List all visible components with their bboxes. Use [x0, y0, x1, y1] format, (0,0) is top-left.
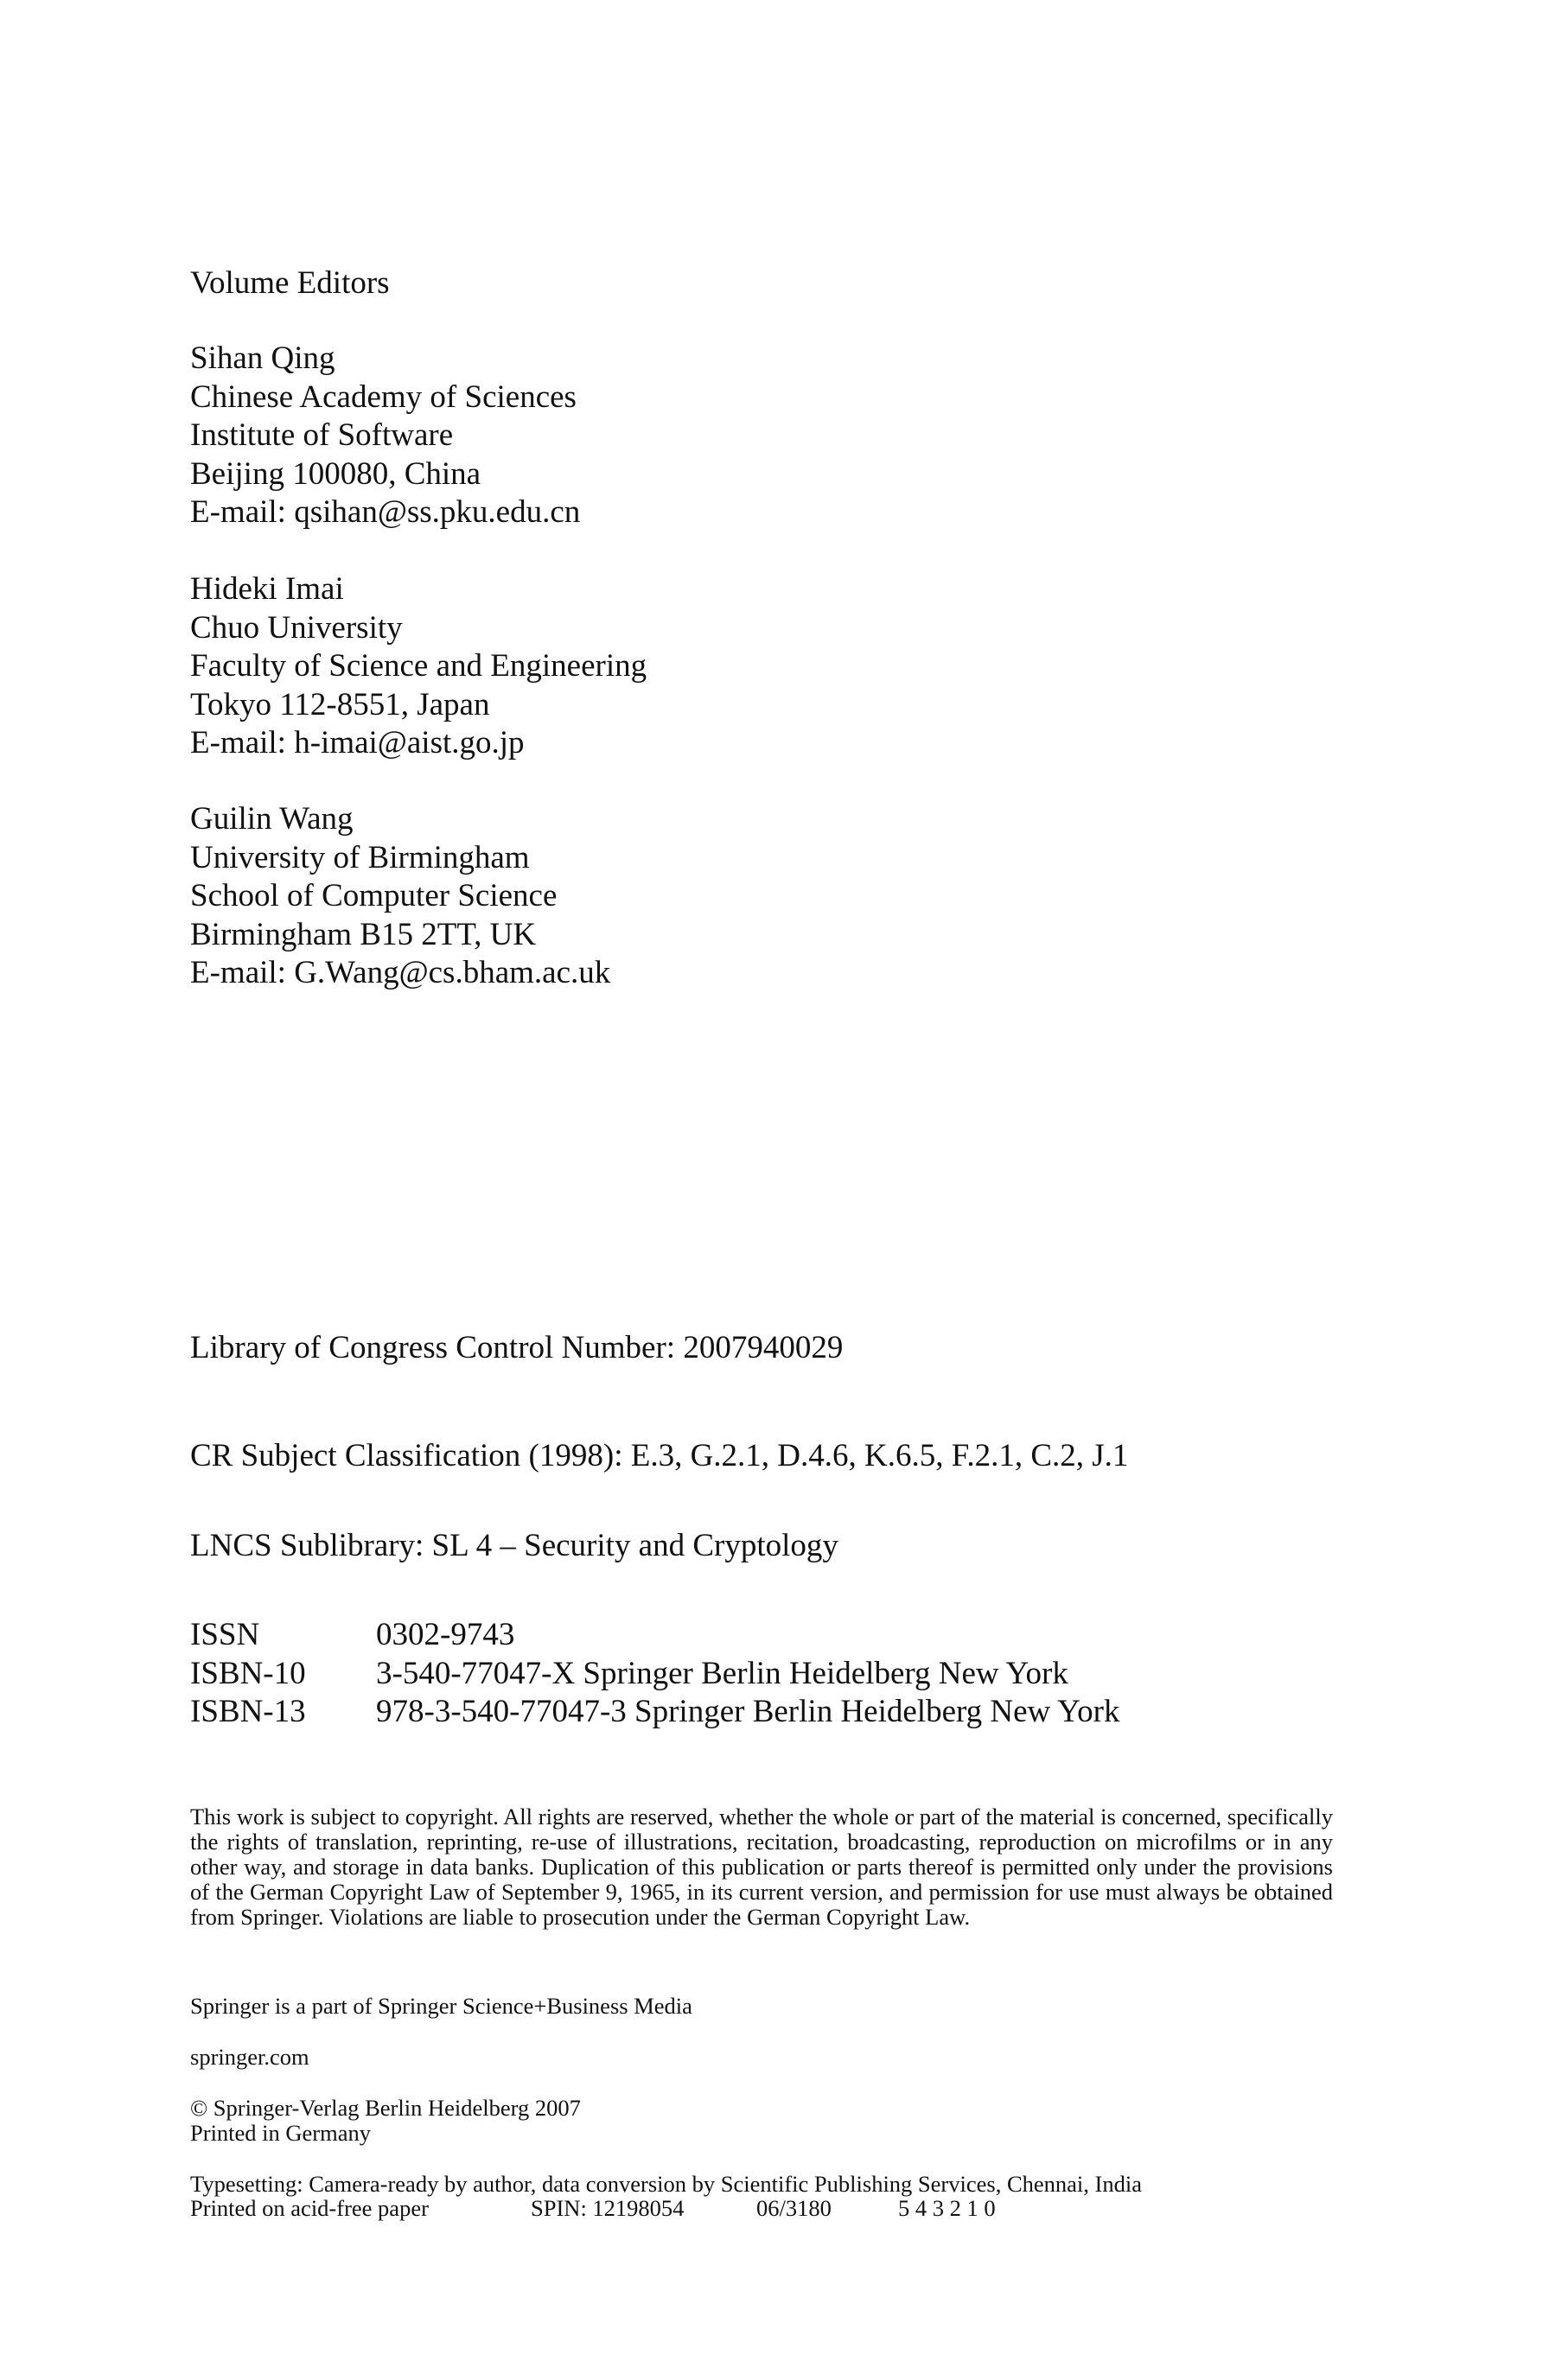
editor-address-line: Beijing 100080, China: [190, 455, 481, 492]
issn-row: [190, 1616, 1119, 1655]
spin-number: SPIN: 12198054: [531, 2195, 685, 2221]
editor-block-1: [190, 340, 580, 532]
identifier-value: 3-540-77047-X Springer Berlin Heidelberg New York: [376, 1655, 1068, 1691]
copyright-line: © Springer-Verlag Berlin Heidelberg 2007: [190, 2095, 581, 2121]
editor-address-line: Birmingham B15 2TT, UK: [190, 916, 537, 952]
volume-editors-heading: Volume Editors: [190, 265, 390, 301]
editor-affiliation-line: Chinese Academy of Sciences: [190, 379, 577, 415]
editor-affiliation-line: Institute of Software: [190, 417, 454, 453]
isbn-10-row: [190, 1655, 1119, 1694]
lncs-sublibrary: LNCS Sublibrary: SL 4 – Security and Cryptology: [190, 1528, 838, 1563]
print-code: 06/3180: [756, 2195, 832, 2221]
editor-email: E-mail: qsihan@ss.pku.edu.cn: [190, 494, 581, 530]
isbn-13-row: [190, 1693, 1119, 1732]
springer-url: springer.com: [190, 2044, 309, 2070]
typesetting-line: Typesetting: Camera-ready by author, data conversion by Scientific Publishing Services, Chennai, India: [190, 2171, 1142, 2197]
editor-affiliation-line: Chuo University: [190, 609, 403, 646]
cr-subject-classification: CR Subject Classification (1998): E.3, G.2.1, D.4.6, K.6.5, F.2.1, C.2, J.1: [190, 1438, 1129, 1473]
editor-affiliation-line: Faculty of Science and Engineering: [190, 648, 647, 684]
identifier-label: ISBN-10: [190, 1655, 306, 1691]
editor-name: Guilin Wang: [190, 801, 354, 837]
editor-address-line: Tokyo 112-8551, Japan: [190, 686, 490, 722]
printing-line: [190, 2196, 1333, 2221]
editor-name: Hideki Imai: [190, 571, 344, 607]
paper-note: Printed on acid-free paper: [190, 2195, 429, 2221]
editor-email: E-mail: h-imai@aist.go.jp: [190, 725, 525, 760]
identifier-label: ISBN-13: [190, 1694, 306, 1729]
editor-affiliation-line: School of Computer Science: [190, 878, 558, 913]
editor-name: Sihan Qing: [190, 340, 335, 376]
identifier-value: 978-3-540-77047-3 Springer Berlin Heidelberg New York: [376, 1694, 1120, 1729]
print-run: 5 4 3 2 1 0: [898, 2195, 996, 2221]
loc-control-number: Library of Congress Control Number: 2007940029: [190, 1330, 844, 1365]
printed-in: Printed in Germany: [190, 2120, 372, 2146]
editor-block-3: [190, 800, 610, 993]
editor-email: E-mail: G.Wang@cs.bham.ac.uk: [190, 955, 611, 990]
copyright-notice: This work is subject to copyright. All rights are reserved, whether the whole or part of the material is concerned, specifically the rights of translation, reprinting, re-use of illustrations, recitation, broadcasting, reproduction on microfilms or in any other way, and storage in data banks. Duplication of this publication or parts thereof is permitted only under the provisions of the German Copyright Law of September 9, 1965, in its current version, and permission for use must always be obtained from Springer. Violations are liable to prosecution under the German Copyright Law.: [190, 1804, 1333, 1930]
identifiers-table: [190, 1616, 1119, 1732]
editor-affiliation-line: University of Birmingham: [190, 839, 530, 875]
identifier-label: ISSN: [190, 1617, 260, 1652]
springer-part-of: Springer is a part of Springer Science+Business Media: [190, 1993, 692, 2019]
editor-block-2: [190, 570, 647, 763]
identifier-value: 0302-9743: [376, 1617, 515, 1652]
